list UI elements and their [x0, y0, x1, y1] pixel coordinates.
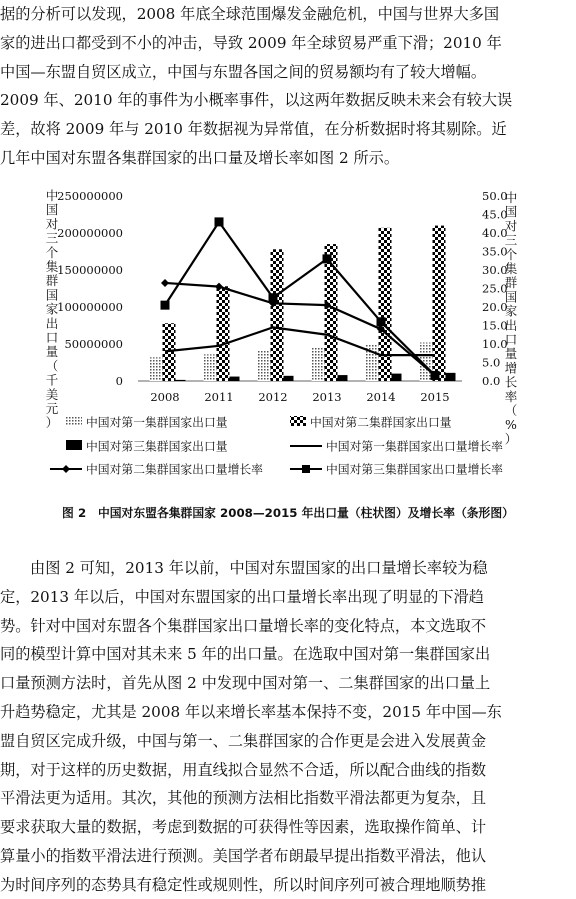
bar-2 [217, 286, 230, 381]
text-line: 盟自贸区完成升级，中国与第一、二集群国家的合作更是会进入发展黄金 [0, 731, 486, 750]
y2-tick-label: 35.0 [482, 244, 508, 259]
y-axis-title: 中国对三个集群国家出口量（千美元） [45, 188, 59, 431]
legend-marker [302, 465, 310, 473]
bar-3 [284, 376, 294, 381]
bar-2 [163, 323, 176, 381]
export-chart [0, 180, 576, 490]
y2-tick-label: 30.0 [482, 263, 508, 277]
bar-3 [176, 380, 186, 381]
y-tick-label: 50000000 [64, 337, 123, 351]
y2-tick-label: 40.0 [482, 226, 508, 240]
x-tick-label: 2012 [258, 390, 288, 404]
text-line: 升趋势稳定，尤其是 2008 年以来增长率基本保持不变，2015 年中国—东 [0, 703, 502, 721]
growth-point-3 [377, 317, 386, 326]
legend-marker [62, 465, 70, 473]
text-line: 要求获取大量的数据，考虑到数据的可获得性等因素，选取操作简单、计 [0, 818, 486, 837]
y-tick-label: 200000000 [57, 226, 123, 240]
bar-1 [150, 357, 163, 381]
x-tick-label: 2015 [420, 390, 450, 404]
legend-label: 中国对第三集群国家出口量 [86, 439, 228, 454]
y-tick-label: 0 [115, 374, 123, 388]
text-line: 期，对于这样的历史数据，用直线拟合显然不合适，所以配合曲线的指数 [0, 760, 486, 779]
figure-2 [0, 180, 576, 490]
text-line: 同的模型计算中国对其未来 5 年的出口量。在选取中国对第一集群国家出 [0, 645, 491, 664]
growth-point-3 [431, 371, 440, 380]
bar-3 [338, 375, 348, 381]
growth-line-3 [165, 222, 435, 376]
text-line: 几年中国对东盟各集群国家的出口量及增长率如图 2 所示。 [0, 149, 400, 167]
bar-3 [446, 373, 456, 381]
growth-point-3 [215, 217, 224, 226]
growth-point-3 [323, 254, 332, 263]
y-tick-label: 250000000 [57, 189, 123, 203]
x-tick-label: 2014 [366, 390, 396, 404]
y2-tick-label: 20.0 [482, 300, 508, 314]
y-tick-label: 100000000 [57, 300, 123, 314]
x-tick-label: 2011 [204, 390, 234, 404]
y2-tick-label: 50.0 [482, 189, 508, 203]
text-line: 口量预测方法时，首先从图 2 中发现中国对第一、二集群国家的出口量上 [0, 674, 491, 693]
text-line: 算量小的指数平滑法进行预测。美国学者布朗最早提出指数平滑法，他认 [0, 847, 486, 865]
text-line: 2009 年、2010 年的事件为小概率事件，以这两年数据反映未来会有较大误 [0, 91, 513, 110]
bar-2 [433, 226, 446, 381]
legend-swatch [66, 440, 82, 450]
legend-swatch [290, 416, 306, 426]
text-line: 差，故将 2009 年与 2010 年数据视为异常值，在分析数据时将其剔除。近 [0, 120, 507, 139]
x-tick-label: 2013 [312, 390, 342, 404]
text-line: 定，2013 年以后，中国对东盟国家的出口量增长率出现了明显的下滑趋 [0, 587, 484, 606]
y2-tick-label: 45.0 [482, 207, 508, 222]
legend-label: 中国对第二集群国家出口量增长率 [86, 462, 263, 477]
growth-point-3 [161, 301, 170, 310]
y2-tick-label: 5.0 [482, 355, 501, 370]
growth-point-3 [269, 293, 278, 302]
figure-caption: 图 2 中国对东盟各集群国家 2008—2015 年出口量（柱状图）及增长率（条形图） [62, 506, 514, 520]
growth-point-2 [161, 279, 169, 287]
bar-1 [258, 351, 271, 381]
bar-2 [379, 228, 392, 381]
legend-label: 中国对第一集群国家出口量 [86, 415, 228, 430]
bar-3 [392, 374, 402, 381]
y2-axis-title: 中国对三个集群国家出口量增长率（%） [504, 190, 518, 447]
bar-3 [230, 377, 240, 381]
legend-label: 中国对第一集群国家出口量增长率 [326, 439, 503, 454]
y2-tick-label: 0.0 [482, 374, 501, 388]
legend-swatch [66, 416, 82, 426]
x-tick-label: 2008 [150, 390, 180, 404]
text-line: 势。针对中国对东盟各个集群国家出口量增长率的变化特点，本文选取不 [0, 616, 486, 635]
bar-1 [312, 348, 325, 381]
y2-tick-label: 25.0 [482, 281, 508, 296]
bar-2 [271, 249, 284, 381]
text-line: 中国—东盟自贸区成立，中国与东盟各国之间的贸易额均有了较大增幅。 [0, 62, 486, 81]
text-line: 平滑法更为适用。其次，其他的预测方法相比指数平滑法都更为复杂，且 [0, 789, 486, 808]
y-tick-label: 150000000 [57, 263, 123, 277]
y2-tick-label: 15.0 [482, 318, 508, 333]
text-line: 由图 2 可知，2013 年以前，中国对东盟国家的出口量增长率较为稳 [30, 559, 488, 577]
bar-1 [204, 354, 217, 381]
y2-tick-label: 10.0 [482, 337, 508, 351]
legend-label: 中国对第三集群国家出口量增长率 [326, 462, 503, 477]
text-line: 据的分析可以发现，2008 年底全球范围爆发金融危机，中国与世界大多国 [0, 5, 500, 23]
text-line: 为时间序列的态势具有稳定性或规则性，所以时间序列可被合理地顺势推 [0, 875, 486, 894]
text-line: 家的进出口都受到不小的冲击，导致 2009 年全球贸易严重下滑；2010 年 [0, 33, 502, 52]
legend-label: 中国对第二集群国家出口量 [310, 415, 452, 430]
